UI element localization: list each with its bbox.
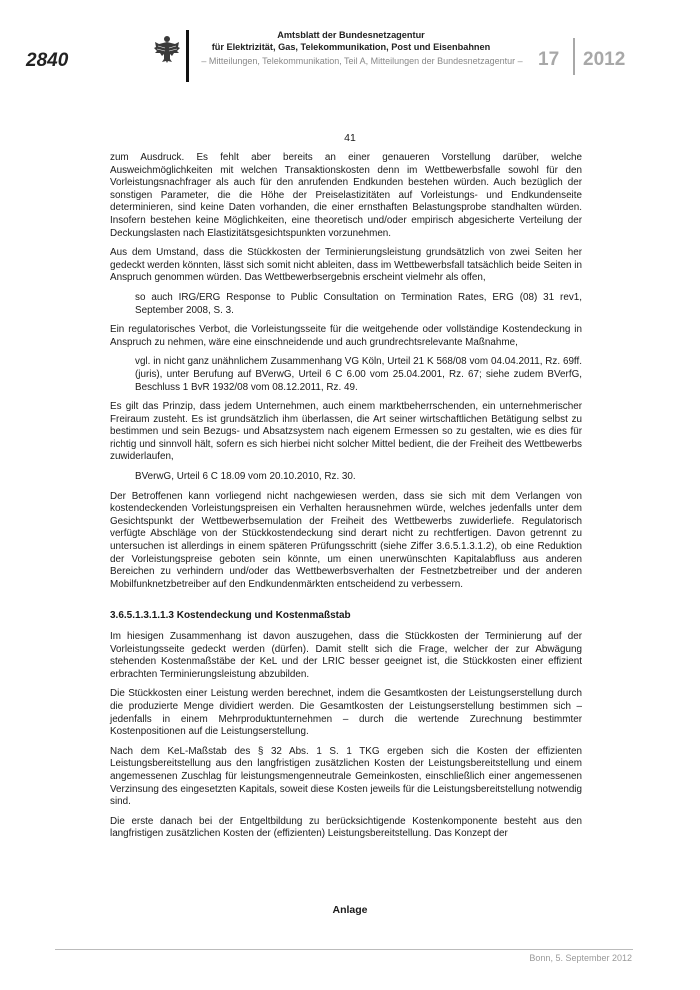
issue-year: 2012 — [583, 49, 626, 70]
header-title — [192, 30, 510, 53]
issue-divider — [573, 38, 575, 75]
citation: vgl. in nicht ganz unähnlichem Zusammenhang VG Köln, Urteil 21 K 568/08 vom 04.04.2011, Rz. 69ff. (juris), unter Berufung auf BVerwG, Urteil 6 C 6.00 vom 25.04.2001, Rz. 67; siehe zudem BVerfG, Beschluss 1 BvR 1932/08 vom 08.12.2011, Rz. 49. — [135, 356, 582, 393]
citation: so auch IRG/ERG Response to Public Consultation on Termination Rates, ERG (08) 31 rev1, September 2008, S. 3. — [135, 291, 582, 316]
body-paragraph: Im hiesigen Zusammenhang ist davon auszugehen, dass die Stückkosten der Terminierung auf der Vorleistungsseite gedeckt werden (dürfen). Damit stellt sich die Frage, welcher der zur Abwägung stehenden Kostenmaßstäbe der KeL und der LRIC besser geeignet ist, die Stückkosten einer effizient erbrachten Terminierungsleistung abzubilden. — [110, 631, 582, 680]
anlage-label: Anlage — [332, 904, 368, 916]
header-title-line2: für Elektrizität, Gas, Telekommunikation, Post und Eisenbahnen — [211, 41, 491, 52]
header-subtitle: – Mitteilungen, Telekommunikation, Teil A, Mitteilungen der Bundesnetzagentur – — [201, 56, 523, 66]
body-paragraph: Ein regulatorisches Verbot, die Vorleistungsseite für die weitgehende oder vollständige Kostendeckung in Anspruch zu nehmen, wäre eine einschneidende und auch grundrechtsrelevante Maßnahme, — [110, 324, 582, 348]
footer-date: Bonn, 5. September 2012 — [529, 953, 632, 963]
document-body — [110, 152, 582, 848]
citation: BVerwG, Urteil 6 C 18.09 vom 20.10.2010, Rz. 30. — [135, 471, 356, 483]
body-paragraph: Die Stückkosten einer Leistung werden berechnet, indem die Gesamtkosten der Leistungserstellung durch die produzierte Menge dividiert werden. Die Gesamtkosten der Leistungserstellung bestimmen sich – jedenfalls in einem Mehrproduktunternehmen – durch die wertende Zurechnung bestimmter Kostenpositionen auf die Leistungserstellung. — [110, 688, 582, 738]
header-divider — [186, 30, 189, 82]
body-paragraph: Nach dem KeL-Maßstab des § 32 Abs. 1 S. 1 TKG ergeben sich die Kosten der effizienten Leistungsbereitstellung aus den langfristigen zusätzlichen Kosten der Leistungsbereitstellung und einem angemessenen Zuschlag für leistungsmengenneutrale Gemeinkosten, einschließlich einer angemessenen Verzinsung des eingesetzten Kapitals, soweit diese Kosten jeweils für die Leistungsbereitstellung notwendig sind. — [110, 745, 582, 808]
body-paragraph: Es gilt das Prinzip, dass jedem Unternehmen, auch einem marktbeherrschenden, ein unternehmerischer Freiraum zusteht. Es ist grundsätzlich ihm überlassen, die Art seiner wirtschaftlichen Betätigung selbst zu bestimmen und sein Bezugs- und Absatzsystem nach eigenem Ermessen so zu gestalten, wie es dies für richtig und sinnvoll hält, sofern es sich hierbei nicht solcher Mittel bedient, die der Freiheit des Wettbewerbs zuwiderlaufen, — [110, 401, 582, 463]
body-paragraph: Der Betroffenen kann vorliegend nicht nachgewiesen werden, dass sie sich mit dem Verlangen von kostendeckenden Vorleistungspreisen ein Verhalten herausnehmen würde, welches jedenfalls unter dem Gesichtspunkt der Wettbewerbsemulation der Freiheit des Wettbewerbs zuwiderliefe. Regulatorisch verfügte Abschläge von der Stückkostendeckung sind derart nicht zu rechtfertigen. Davon getrennt zu untersuchen ist allerdings in einem späteren Prüfungsschritt (siehe Ziffer 3.6.5.1.3.1.2), ob eine Reduktion der Vorleistungspreise geboten sein könnte, um einen unerwünschten Kapitalabfluss aus anderen Bereichen zu verhindern und/oder das Wettbewerbsverhalten der Festnetzbetreiber und der anderen Mobilfunknetzbetreiber auf den Endkundenmärkten entscheidend zu verbessern. — [110, 490, 582, 590]
footer-divider — [55, 949, 633, 950]
inner-page-number: 41 — [344, 132, 356, 144]
body-paragraph: Die erste danach bei der Entgeltbildung zu berücksichtigende Kostenkomponente besteht aus den langfristigen zusätzlichen Kosten der (effizienten) Leistungsbereitstellung. Das Konzept der — [110, 815, 582, 840]
header-title-line1: Amtsblatt der Bundesnetzagentur — [277, 30, 425, 40]
section-heading: 3.6.5.1.3.1.1.3 Kostendeckung und Kostenmaßstab — [110, 610, 351, 622]
issue-number: 17 — [538, 49, 560, 70]
body-paragraph: Aus dem Umstand, dass die Stückkosten der Terminierungsleistung grundsätzlich von zwei Seiten her gedeckt werden könnten, lässt sich somit nicht ableiten, dass im Wettbewerbsfall tatsächlich beide Seiten in Anspruch genommen würden. Das Wettbewerbsergebnis erscheint vielmehr als offen, — [110, 247, 582, 284]
body-paragraph: zum Ausdruck. Es fehlt aber bereits an einer genaueren Vorstellung darüber, welche Ausweichmöglichkeiten mit welchen Transaktionskosten denn im Wettbewerbsfalle sowohl für den Vorleistungsnachfrager als auch für den anrufenden Endkunden bestehen würden. Auch bezüglich der sonstigen Parameter, die die Höhe der Preiselastizitäten auf Vorleistungs- und Endkundenseite determinieren, sind keine Daten vorhanden, die einer ernsthaften Belastungsprobe standhalten würden. Insofern bestehen keine Möglichkeiten, eine theoretisch und/oder empirisch abgesicherte Verteilung der Deckungslasten nach Elastizitätsgesichtspunkten vorzunehmen. — [110, 152, 582, 239]
federal-eagle-icon — [153, 34, 181, 64]
page-number: 2840 — [26, 50, 69, 71]
